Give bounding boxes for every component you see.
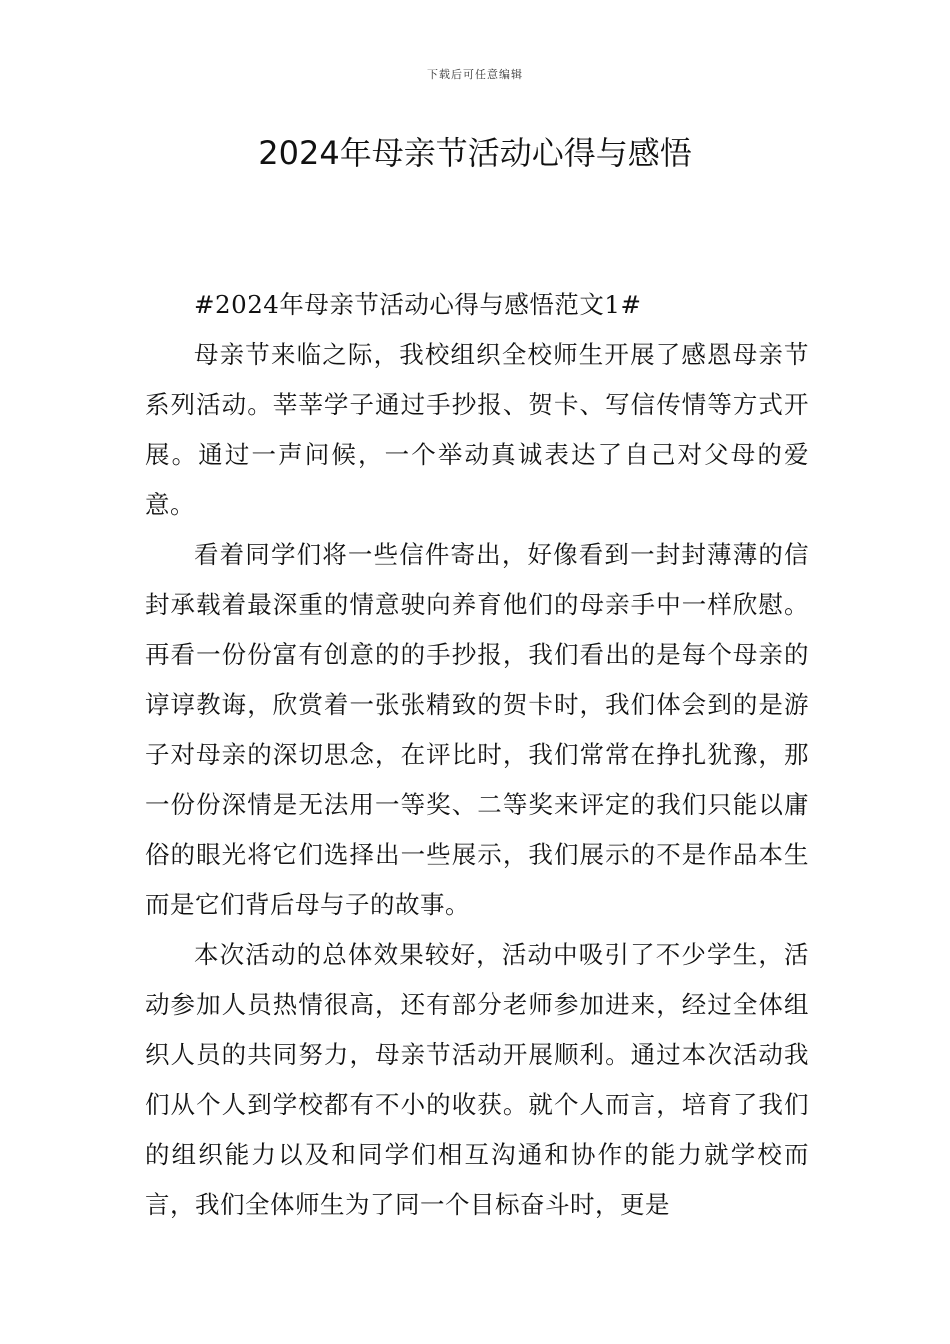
body-paragraph-2: 看着同学们将一些信件寄出，好像看到一封封薄薄的信封承载着最深重的情意驶向养育他们的母亲手中一样欣慰。再看一份份富有创意的的手抄报，我们看出的是每个母亲的谆谆教诲，欣赏着一张张精致的贺卡时，我们体会到的是游子对母亲的深切思念，在评比时，我们常常在挣扎犹豫，那一份份深情是无法用一等奖、二等奖来评定的我们只能以庸俗的眼光将它们选择出一些展示，我们展示的不是作品本生而是它们背后母与子的故事。 xyxy=(145,540,809,919)
document-title: 2024年母亲节活动心得与感悟 xyxy=(258,134,692,172)
body-paragraph-3: 本次活动的总体效果较好，活动中吸引了不少学生，活动参加人员热情很高，还有部分老师参加进来，经过全体组织人员的共同努力，母亲节活动开展顺利。通过本次活动我们从个人到学校都有不小的收获。就个人而言，培育了我们的组织能力以及和同学们相互沟通和协作的能力就学校而言，我们全体师生为了同一个目标奋斗时，更是 xyxy=(145,940,809,1219)
section-heading: #2024年母亲节活动心得与感悟范文1# xyxy=(194,290,642,319)
body-paragraph-1: 母亲节来临之际，我校组织全校师生开展了感恩母亲节系列活动。莘莘学子通过手抄报、贺卡、写信传情等方式开展。通过一声问候，一个举动真诚表达了自己对父母的爱意。 xyxy=(145,340,809,519)
document-body xyxy=(145,280,809,1230)
header-note: 下载后可任意编辑 xyxy=(427,68,523,81)
